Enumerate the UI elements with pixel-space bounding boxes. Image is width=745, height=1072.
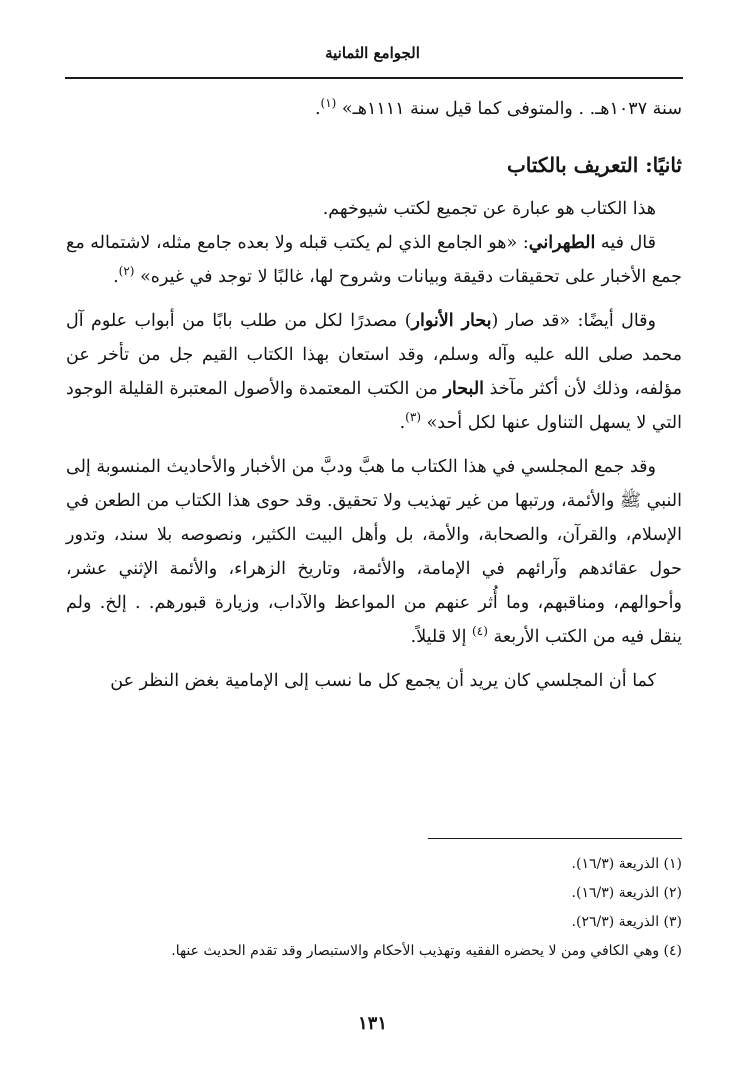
- p4-end: إلا قليلاً.: [410, 627, 473, 647]
- p2-text: : «هو الجامع الذي لم يكتب قبله ولا بعده جامع مثله، لاشتماله مع جمع الأخبار على تحقيقات دقيقة وبيانات وشروح لها، غالبًا لا توجد في غيره»: [66, 233, 682, 287]
- p2-name: الطهراني: [528, 233, 596, 253]
- paragraph-5: كما أن المجلسي كان يريد أن يجمع كل ما نسب إلى الإمامية بغض النظر عن: [110, 671, 656, 691]
- footnote-3: (٣) الذريعة (٢٦/٣).: [571, 914, 682, 930]
- paragraph-3: [66, 304, 682, 440]
- p3-c: ) مصدرًا لكل من طلب بابًا من أبواب علوم آل محمد صلى الله عليه وآله وسلم، وقد استعان بهذا الكتاب القيم جل من تأخر عن مؤلفه، وذلك لأن أكثر مآخذ: [66, 311, 682, 399]
- p2-end: .: [113, 267, 119, 287]
- section-heading: ثانيًا: التعريف بالكتاب: [506, 153, 682, 177]
- intro-text: سنة ١٠٣٧هـ. . والمتوفى كما قيل سنة ١١١١هـ»: [341, 99, 682, 119]
- intro-end: .: [314, 99, 321, 119]
- body-text: [66, 92, 682, 698]
- paragraph-4: [66, 450, 682, 654]
- paragraph-2: [66, 226, 682, 294]
- header-rule: [65, 77, 683, 79]
- p3-book-title: بحار الأنوار: [411, 311, 492, 331]
- footnote-ref-3[interactable]: (٣): [405, 410, 421, 425]
- p3-end: .: [399, 413, 406, 433]
- footnotes: [66, 850, 682, 966]
- intro-line: [66, 92, 682, 126]
- footnote-4: (٤) وهي الكافي ومن لا يحضره الفقيه وتهذيب الأحكام والاستبصار وقد تقدم الحديث عنها.: [171, 943, 682, 959]
- footnote-ref-2[interactable]: (٢): [118, 264, 135, 279]
- footnote-rule: [428, 838, 682, 839]
- running-head: الجوامع الثمانية: [325, 44, 420, 62]
- paragraph-1: هذا الكتاب هو عبارة عن تجميع لكتب شيوخهم.: [322, 199, 656, 219]
- p4-text: وقد جمع المجلسي في هذا الكتاب ما هبَّ ودبَّ من الأخبار والأحاديث المنسوبة إلى النبي ﷺ والأئمة، ورتبها من غير تهذيب ولا تحقيق. وقد حوى هذا الكتاب من الطعن في الإسلام، والقرآن، والصحابة، والأمة، بل وأهل البيت الكثير، ونصوصه بلا سند، وتدور حول عقائدهم وآرائهم في الإمامة، والأئمة، وتاريخ الزهراء، والأئمة الإثني عشر، وأحوالهم، ومناقبهم، وما أُثر عنهم من المواعظ والآداب، وزيارة قبورهم. . إلخ. ولم ينقل فيه من الكتب الأربعة: [66, 457, 682, 647]
- p2-pre: قال فيه: [595, 233, 656, 253]
- footnote-ref-1[interactable]: (١): [320, 96, 337, 111]
- footnote-ref-4[interactable]: (٤): [472, 624, 488, 639]
- footnote-1: (١) الذريعة (١٦/٣).: [571, 856, 682, 872]
- p3-a: وقال أيضًا: «قد صار (: [491, 311, 656, 331]
- p3-e: من الكتب المعتمدة والأصول المعتبرة القليلة الوجود التي لا يسهل التناول عنها لكل أحد»: [66, 379, 682, 433]
- page-number: ١٣١: [357, 1013, 387, 1034]
- footnote-2: (٢) الذريعة (١٦/٣).: [571, 885, 682, 901]
- p3-bihar: البحار: [443, 379, 485, 399]
